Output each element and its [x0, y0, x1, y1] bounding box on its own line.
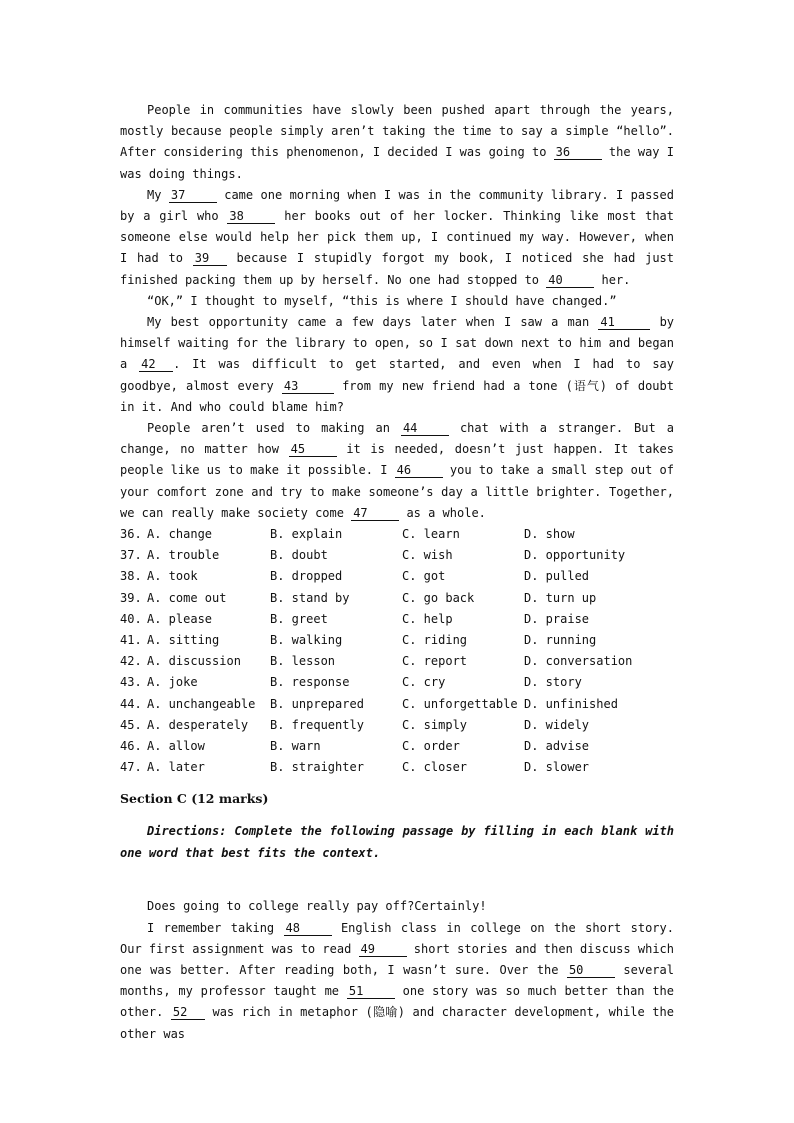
option-d[interactable]: D. running	[524, 633, 597, 647]
option-d[interactable]: D. praise	[524, 611, 590, 626]
blank-38[interactable]: 38	[227, 209, 275, 224]
option-c[interactable]: C. help	[402, 611, 453, 626]
option-c[interactable]: C. unforgettable	[402, 696, 518, 711]
blank-49[interactable]: 49	[359, 942, 407, 957]
section-c-title: Section C (12 marks)	[120, 791, 269, 807]
option-b[interactable]: B. response	[270, 675, 350, 690]
option-b[interactable]: B. greet	[270, 611, 328, 626]
option-row: 36. A. change B. explain C. learn D. show	[120, 524, 674, 545]
section-c-paragraph-2: I remember taking 48 English class in college on the short story. Our first assignment was to read 49 short stories and then discuss which one was better. After reading both, I wasn’t sure. Over the 50 several months, my professor taught me 51 one story was so much better than the other. 52 was rich in metaphor (隐喻) and character development, while the other was	[120, 920, 675, 1041]
blank-40[interactable]: 40	[546, 273, 594, 288]
option-d[interactable]: D. widely	[524, 717, 590, 732]
blank-50[interactable]: 50	[567, 963, 615, 978]
passage-paragraph-1: People in communities have slowly been pushed apart through the years, mostly because people simply aren’t taking the time to say a simple “hello”. After considering this phenomenon, I decided I was going to 36 the way I was doing things.	[120, 103, 674, 181]
passage-paragraph-2: My 37 came one morning when I was in the community library. I passed by a girl who 38 her books out of her locker. Thinking like most that someone else would help her pick them up, I continued my way. However, when I had to 39 because I stupidly forgot my book, I noticed she had just finished packing them up by herself. No one had stopped to 40 her.	[120, 187, 674, 287]
blank-43[interactable]: 43	[282, 379, 334, 394]
option-a[interactable]: A. change	[147, 527, 213, 542]
option-b[interactable]: B. walking	[270, 633, 343, 647]
blank-51[interactable]: 51	[347, 984, 395, 999]
option-c[interactable]: C. report	[402, 654, 468, 669]
option-b[interactable]: B. lesson	[270, 654, 336, 669]
blank-36[interactable]: 36	[554, 145, 602, 160]
blank-37[interactable]: 37	[169, 188, 217, 203]
option-b[interactable]: B. unprepared	[270, 696, 364, 711]
blank-42[interactable]: 42	[139, 357, 173, 372]
option-d[interactable]: D. advise	[524, 738, 590, 753]
option-b[interactable]: B. doubt	[270, 548, 328, 563]
option-c[interactable]: C. cry	[402, 675, 446, 690]
option-c[interactable]: C. closer	[402, 760, 468, 775]
option-b[interactable]: B. stand by	[270, 590, 350, 605]
option-a[interactable]: A. please	[147, 611, 213, 626]
option-b[interactable]: B. explain	[270, 527, 343, 542]
exam-page	[120, 100, 674, 1045]
option-a[interactable]: A. later	[147, 760, 205, 775]
blank-39[interactable]: 39	[193, 251, 227, 266]
option-b[interactable]: B. warn	[270, 738, 321, 753]
option-a[interactable]: A. sitting	[147, 633, 220, 647]
blank-44[interactable]: 44	[401, 421, 449, 436]
passage-paragraph-3: “OK,” I thought to myself, “this is where I should have changed.”	[147, 293, 617, 308]
option-row: 37. A. trouble B. doubt C. wish D. opportunity	[120, 545, 674, 566]
option-a[interactable]: A. trouble	[147, 548, 220, 563]
option-row: 38. A. took B. dropped C. got D. pulled	[120, 566, 674, 587]
option-c[interactable]: C. got	[402, 569, 446, 584]
passage-paragraph-4: My best opportunity came a few days later when I saw a man 41 by himself waiting for the library to open, so I sat down next to him and began a 42 . It was difficult to get started, and even when I had to say goodbye, almost every 43 from my new friend had a tone (语气) of doubt in it. And who could blame him?	[120, 315, 675, 414]
option-a[interactable]: A. unchangeable	[147, 696, 256, 711]
option-d[interactable]: D. conversation	[524, 654, 633, 669]
option-c[interactable]: C. simply	[402, 717, 468, 732]
option-d[interactable]: D. slower	[524, 760, 590, 775]
option-row: 46. A. allow B. warn C. order D. advise	[120, 736, 674, 757]
option-d[interactable]: D. opportunity	[524, 548, 626, 563]
option-d[interactable]: D. pulled	[524, 569, 590, 584]
option-b[interactable]: B. frequently	[270, 717, 364, 732]
section-c-directions: Directions: Complete the following passage by filling in each blank with one word that best fits the context.	[120, 824, 674, 860]
option-a[interactable]: A. allow	[147, 738, 205, 753]
blank-46[interactable]: 46	[395, 463, 443, 478]
option-row: 45. A. desperately B. frequently C. simply D. widely	[120, 715, 674, 736]
option-a[interactable]: A. took	[147, 569, 198, 584]
blank-41[interactable]: 41	[598, 315, 650, 330]
option-row: 44. A. unchangeable B. unprepared C. unforgettable D. unfinished	[120, 694, 674, 715]
option-a[interactable]: A. come out	[147, 590, 227, 605]
blank-45[interactable]: 45	[289, 442, 337, 457]
option-c[interactable]: C. go back	[402, 590, 475, 605]
option-c[interactable]: C. order	[402, 738, 460, 753]
option-d[interactable]: D. unfinished	[524, 696, 618, 711]
option-row: 43. A. joke B. response C. cry D. story	[120, 672, 674, 693]
option-row: 41. A. sitting B. walking C. riding D. running	[120, 630, 674, 651]
option-c[interactable]: C. wish	[402, 548, 453, 563]
option-a[interactable]: A. discussion	[147, 654, 241, 669]
option-b[interactable]: B. dropped	[270, 569, 343, 584]
option-d[interactable]: D. show	[524, 527, 575, 542]
section-c-paragraph-1: Does going to college really pay off?Certainly!	[147, 899, 487, 914]
option-c[interactable]: C. learn	[402, 527, 460, 542]
option-d[interactable]: D. turn up	[524, 590, 597, 605]
option-row: 47. A. later B. straighter C. closer D. slower	[120, 757, 674, 778]
options-list	[120, 524, 674, 778]
blank-48[interactable]: 48	[284, 921, 332, 936]
blank-52[interactable]: 52	[171, 1005, 205, 1020]
spacer	[120, 876, 674, 896]
passage-paragraph-5: People aren’t used to making an 44 chat with a stranger. But a change, no matter how 45 it is needed, doesn’t just happen. It takes people like us to make it possible. I 46 you to take a small step out of your comfort zone and try to make someone’s day a little brighter. Together, we can really make society come 47 as a whole.	[120, 421, 674, 520]
option-b[interactable]: B. straighter	[270, 760, 364, 775]
blank-47[interactable]: 47	[351, 506, 399, 521]
option-row: 39. A. come out B. stand by C. go back D. turn up	[120, 588, 674, 609]
option-row: 40. A. please B. greet C. help D. praise	[120, 609, 674, 630]
option-d[interactable]: D. story	[524, 675, 582, 690]
option-row: 42. A. discussion B. lesson C. report D. conversation	[120, 651, 674, 672]
option-a[interactable]: A. joke	[147, 675, 198, 690]
option-c[interactable]: C. riding	[402, 633, 468, 647]
option-a[interactable]: A. desperately	[147, 717, 249, 732]
